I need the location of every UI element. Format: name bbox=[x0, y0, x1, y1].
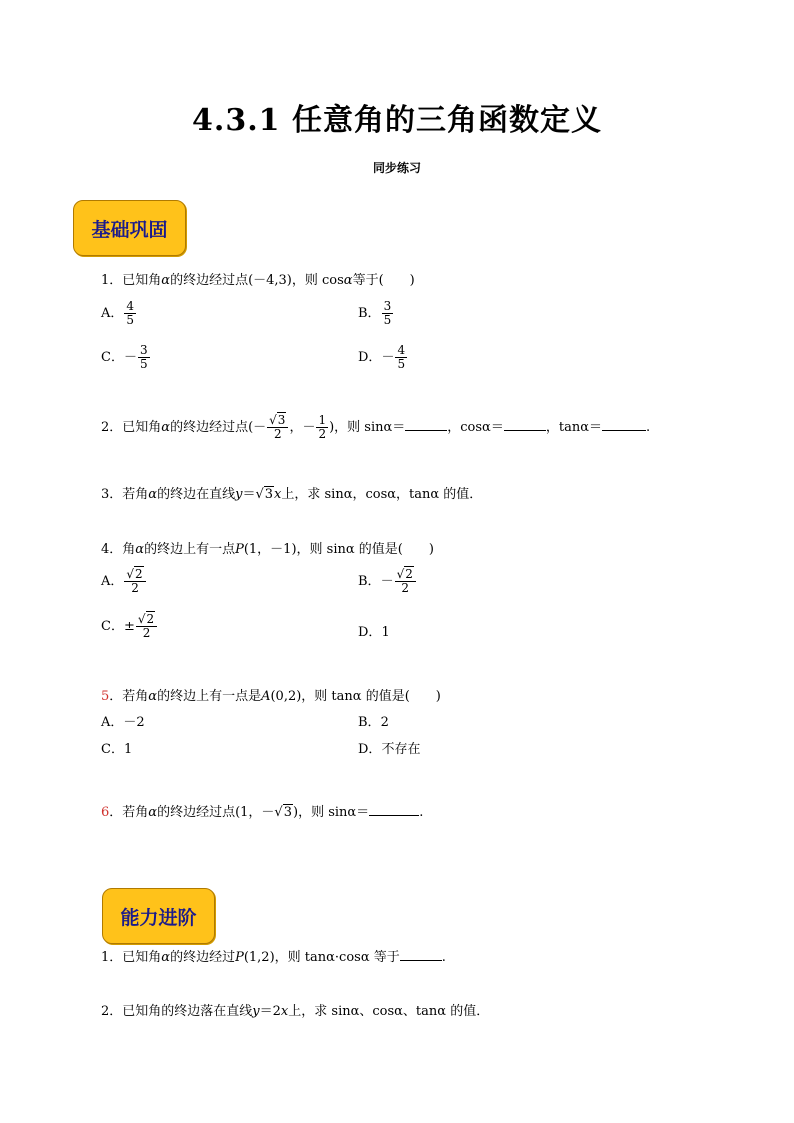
question-stem: 的终边经过点(1，－ bbox=[157, 805, 275, 820]
question-stem: )，则 sinα＝ bbox=[293, 805, 370, 820]
question-stem: ，tanα＝ bbox=[545, 420, 602, 435]
question-number: 6 bbox=[101, 805, 110, 820]
option-label: D． bbox=[358, 742, 382, 757]
sign: － bbox=[123, 350, 137, 365]
question-stem: . bbox=[645, 420, 651, 435]
question-stem: (0,2)，则 tanα 的值是( ) bbox=[270, 689, 441, 704]
variable: A bbox=[261, 689, 271, 704]
answer-blank[interactable] bbox=[369, 803, 419, 816]
question-4-option-b[interactable] bbox=[358, 568, 417, 595]
option-label: B． bbox=[358, 306, 381, 321]
question-2 bbox=[101, 414, 650, 441]
question-stem: 4．角 bbox=[101, 542, 136, 557]
option-label: A． bbox=[101, 715, 124, 730]
fraction: $\frac{√2}{2}$ bbox=[395, 568, 416, 595]
option-label: C． bbox=[101, 619, 124, 634]
answer-blank[interactable] bbox=[400, 948, 442, 961]
section-badge-label: 基础巩固 bbox=[91, 218, 168, 241]
question-4 bbox=[101, 541, 434, 559]
question-stem: ．若角 bbox=[109, 689, 149, 704]
question-stem: 2．已知角的终边落在直线 bbox=[101, 1004, 253, 1019]
option-label: A． bbox=[101, 306, 124, 321]
alpha-symbol: α bbox=[135, 542, 145, 557]
alpha-symbol: α bbox=[161, 950, 171, 965]
variable: x bbox=[274, 487, 282, 502]
option-label: D． bbox=[358, 625, 382, 640]
fraction: $\frac{3}{5}$ bbox=[383, 299, 392, 327]
question-1-option-b[interactable] bbox=[358, 300, 394, 327]
question-stem: 的终边经过点(－4,3)，则 cos bbox=[170, 273, 344, 288]
sqrt: √3 bbox=[274, 805, 292, 820]
option-label: A． bbox=[101, 574, 124, 589]
question-stem: 上，求 sinα，cosα，tanα 的值． bbox=[281, 487, 483, 502]
question-1-option-c[interactable] bbox=[101, 344, 151, 371]
alpha-symbol: α bbox=[148, 487, 158, 502]
option-label: D． bbox=[358, 350, 382, 365]
question-stem: 的终边上有一点是 bbox=[157, 689, 262, 704]
answer-blank[interactable] bbox=[504, 418, 546, 431]
section-badge-label: 能力进阶 bbox=[120, 906, 197, 929]
alpha-symbol: α bbox=[161, 273, 171, 288]
alpha-symbol: α bbox=[148, 689, 158, 704]
variable: y bbox=[235, 487, 243, 502]
question-stem: 1．已知角 bbox=[101, 950, 162, 965]
fraction: $\frac{√3}{2}$ bbox=[267, 414, 288, 441]
question-5 bbox=[101, 688, 441, 706]
question-stem: 的终边经过点(－ bbox=[170, 420, 267, 435]
sign: － bbox=[380, 574, 394, 589]
question-1-option-d[interactable] bbox=[358, 344, 408, 371]
question-6 bbox=[101, 803, 423, 822]
question-1 bbox=[101, 272, 415, 290]
option-label: B． bbox=[358, 574, 381, 589]
section-badge-basic bbox=[73, 200, 186, 256]
question-3 bbox=[101, 486, 482, 504]
option-label: C． bbox=[101, 350, 124, 365]
question-stem: . bbox=[441, 950, 446, 965]
fraction: $\frac{1}{2}$ bbox=[318, 413, 327, 441]
question-stem: 3．若角 bbox=[101, 487, 149, 502]
question-stem: 等于( ) bbox=[352, 273, 415, 288]
question-stem: ．若角 bbox=[109, 805, 149, 820]
question-number: 5 bbox=[101, 689, 110, 704]
question-stem: . bbox=[419, 805, 424, 820]
answer-blank[interactable] bbox=[405, 418, 447, 431]
option-text: 不存在 bbox=[381, 742, 421, 757]
question-4-option-d[interactable] bbox=[358, 624, 390, 642]
sign: ± bbox=[123, 619, 135, 634]
question-1-option-a[interactable] bbox=[101, 300, 137, 327]
alpha-symbol: α bbox=[343, 273, 353, 288]
question-stem: ＝2 bbox=[259, 1004, 281, 1019]
question-4-option-a[interactable] bbox=[101, 568, 147, 595]
question-stem: ＝ bbox=[242, 487, 256, 502]
question-stem: (1,2)，则 tanα·cosα 等于 bbox=[243, 950, 400, 965]
fraction: $\frac{4}{5}$ bbox=[397, 343, 406, 371]
option-text: 2 bbox=[380, 715, 389, 730]
question-stem: 上，求 sinα、cosα、tanα 的值． bbox=[288, 1004, 490, 1019]
sign: － bbox=[381, 350, 395, 365]
answer-blank[interactable] bbox=[602, 418, 646, 431]
question-stem: 1．已知角 bbox=[101, 273, 162, 288]
fraction: $\frac{3}{5}$ bbox=[139, 343, 148, 371]
variable: P bbox=[235, 950, 244, 965]
option-text: 1 bbox=[123, 742, 133, 757]
option-label: B． bbox=[358, 715, 381, 730]
question-stem: ，cosα＝ bbox=[447, 420, 504, 435]
section-badge-advanced bbox=[102, 888, 215, 944]
variable: x bbox=[280, 1004, 289, 1019]
page-title: 4.3.1 任意角的三角函数定义 bbox=[192, 103, 602, 138]
question-advanced-2 bbox=[101, 1003, 489, 1021]
question-advanced-1 bbox=[101, 948, 446, 967]
page-subtitle: 同步练习 bbox=[372, 161, 421, 175]
option-text: 1 bbox=[381, 625, 390, 640]
question-5-option-d[interactable] bbox=[358, 741, 420, 759]
alpha-symbol: α bbox=[161, 420, 171, 435]
fraction: $\frac{4}{5}$ bbox=[126, 299, 135, 327]
question-stem: (1，－1)，则 sinα 的值是( ) bbox=[243, 542, 434, 557]
question-stem: 的终边在直线 bbox=[157, 487, 236, 502]
question-5-option-a[interactable] bbox=[101, 714, 145, 732]
question-stem: 2．已知角 bbox=[101, 420, 162, 435]
question-4-option-c[interactable] bbox=[101, 613, 158, 640]
question-stem: )，则 sinα＝ bbox=[329, 420, 406, 435]
question-5-option-b[interactable] bbox=[358, 714, 389, 732]
option-label: C． bbox=[101, 742, 124, 757]
sqrt: √3 bbox=[255, 487, 274, 502]
question-stem: ，－ bbox=[289, 420, 316, 435]
variable: y bbox=[252, 1004, 260, 1019]
variable: P bbox=[235, 542, 244, 557]
fraction: $\frac{√2}{2}$ bbox=[136, 613, 157, 640]
fraction: $\frac{√2}{2}$ bbox=[124, 568, 145, 595]
alpha-symbol: α bbox=[148, 805, 158, 820]
question-stem: 的终边上有一点 bbox=[144, 542, 236, 557]
question-stem: 的终边经过 bbox=[170, 950, 236, 965]
question-5-option-c[interactable] bbox=[101, 741, 132, 759]
option-text: －2 bbox=[123, 715, 145, 730]
